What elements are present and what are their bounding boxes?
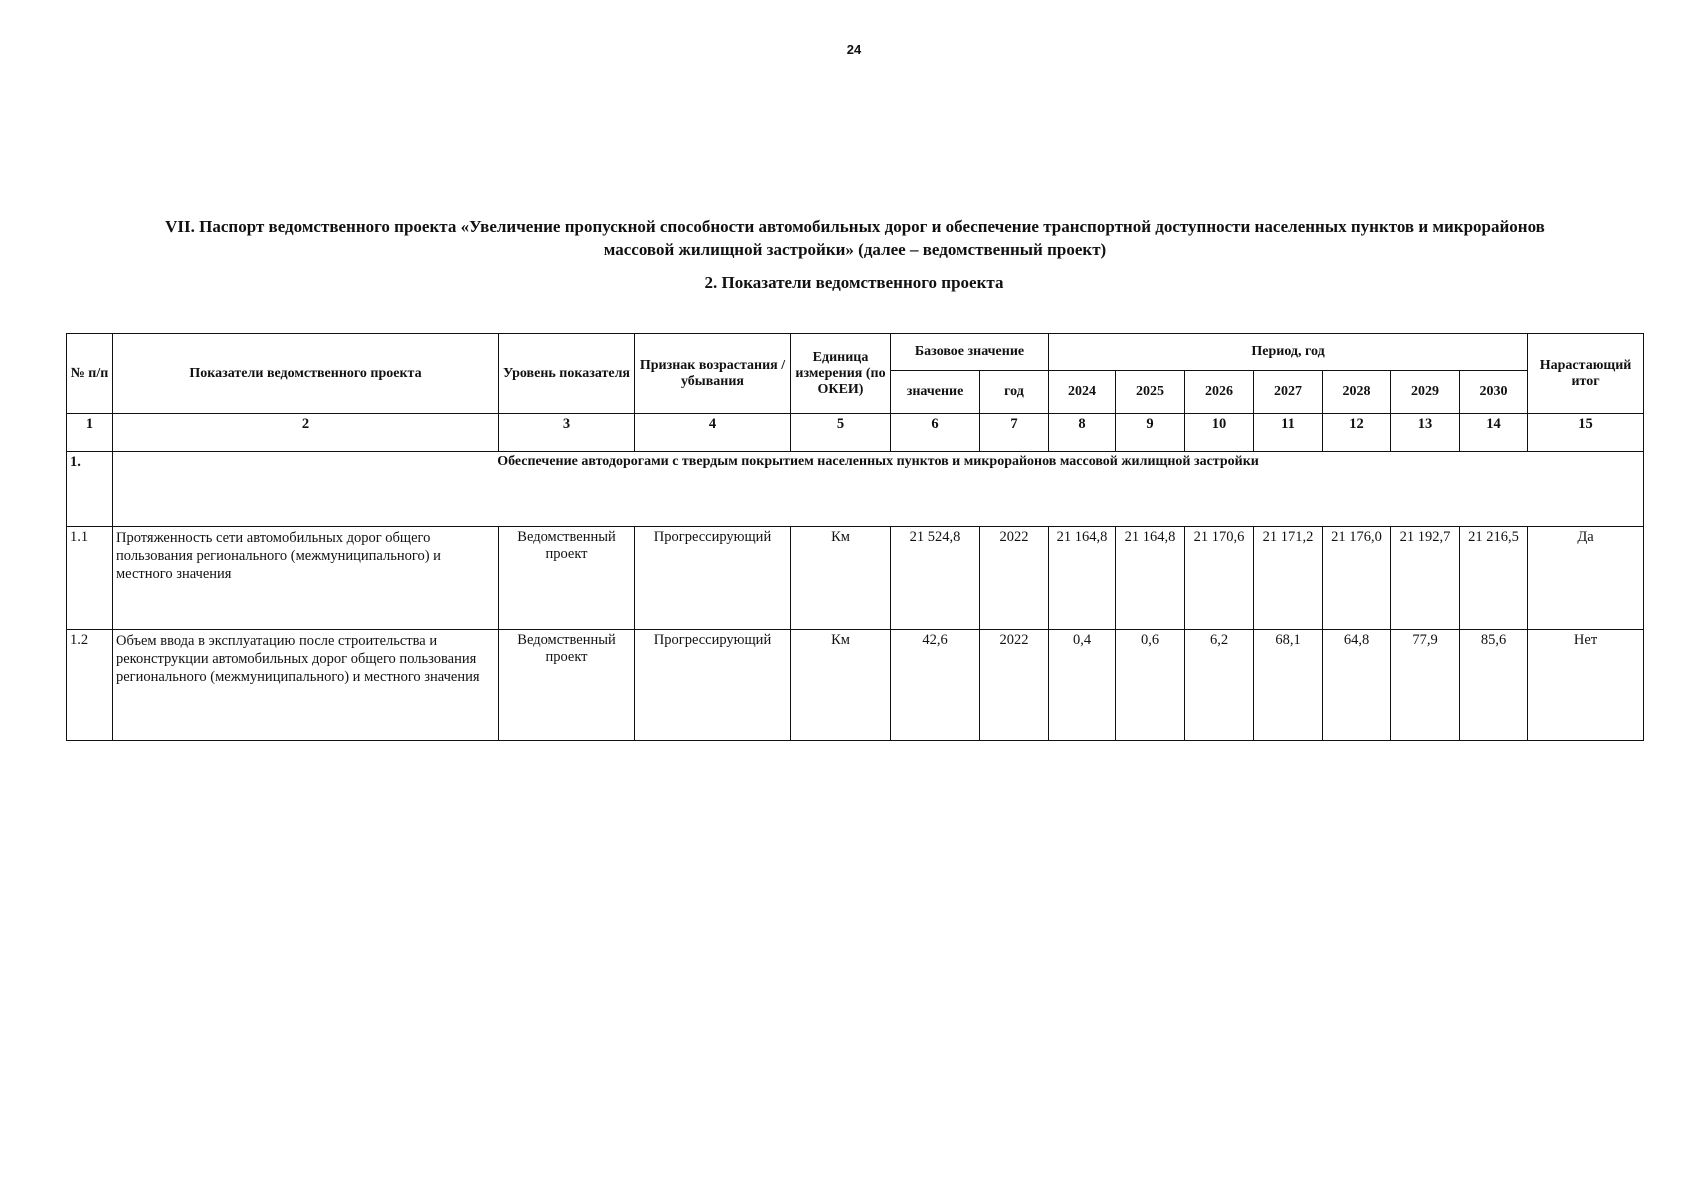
header-sign: Признак возрастания / убывания	[635, 334, 791, 414]
header-cumulative: Нарастающий итог	[1528, 334, 1644, 414]
header-indicator: Показатели ведомственного проекта	[113, 334, 499, 414]
row-year-value: 21 216,5	[1460, 527, 1528, 630]
column-number: 11	[1254, 414, 1323, 452]
column-number: 14	[1460, 414, 1528, 452]
section-row	[67, 452, 1644, 527]
row-year-value: 21 164,8	[1116, 527, 1185, 630]
column-number: 1	[67, 414, 113, 452]
row-base-year: 2022	[980, 630, 1049, 741]
row-level: Ведомственный проект	[499, 630, 635, 741]
column-number: 10	[1185, 414, 1254, 452]
column-number: 5	[791, 414, 891, 452]
row-base-value: 21 524,8	[891, 527, 980, 630]
row-year-value: 21 192,7	[1391, 527, 1460, 630]
column-number: 12	[1323, 414, 1391, 452]
section-subtitle: 2. Показатели ведомственного проекта	[704, 273, 1004, 292]
row-indicator: Объем ввода в эксплуатацию после строительства и реконструкции автомобильных дорог общего пользования регионального (межмуниципального) и местного значения	[113, 630, 499, 741]
page-number: 24	[846, 42, 862, 57]
column-number: 6	[891, 414, 980, 452]
document-title: VII. Паспорт ведомственного проекта «Увеличение пропускной способности автомобильных дорог и обеспечение транспортной доступности населенных пунктов и микрорайонов массовой жилищной застройки» (далее – ведомственный проект)	[165, 217, 1545, 259]
row-number: 1.1	[67, 527, 113, 630]
row-number: 1.2	[67, 630, 113, 741]
section-number: 1.	[67, 452, 113, 527]
row-year-value: 68,1	[1254, 630, 1323, 741]
table-row	[67, 527, 1644, 630]
column-number: 13	[1391, 414, 1460, 452]
row-base-year: 2022	[980, 527, 1049, 630]
row-year-value: 21 171,2	[1254, 527, 1323, 630]
column-number: 2	[113, 414, 499, 452]
row-year-value: 21 170,6	[1185, 527, 1254, 630]
row-level: Ведомственный проект	[499, 527, 635, 630]
row-cumulative: Да	[1528, 527, 1644, 630]
header-base-value: значение	[891, 371, 980, 414]
column-number: 4	[635, 414, 791, 452]
header-year: 2027	[1254, 371, 1323, 414]
header-unit: Единица измерения (по ОКЕИ)	[791, 334, 891, 414]
header-base-group: Базовое значение	[891, 334, 1049, 371]
row-cumulative: Нет	[1528, 630, 1644, 741]
header-year: 2030	[1460, 371, 1528, 414]
header-level: Уровень показателя	[499, 334, 635, 414]
row-year-value: 0,6	[1116, 630, 1185, 741]
row-year-value: 64,8	[1323, 630, 1391, 741]
header-year: 2028	[1323, 371, 1391, 414]
section-title: Обеспечение автодорогами с твердым покрытием населенных пунктов и микрорайонов массовой жилищной застройки	[113, 452, 1644, 527]
column-number: 15	[1528, 414, 1644, 452]
row-unit: Км	[791, 630, 891, 741]
table-row	[67, 630, 1644, 741]
row-year-value: 0,4	[1049, 630, 1116, 741]
row-year-value: 6,2	[1185, 630, 1254, 741]
header-year: 2029	[1391, 371, 1460, 414]
header-row-1	[67, 334, 1644, 371]
column-number-row	[67, 414, 1644, 452]
row-indicator: Протяженность сети автомобильных дорог общего пользования регионального (межмуниципального) и местного значения	[113, 527, 499, 630]
row-base-value: 42,6	[891, 630, 980, 741]
row-sign: Прогрессирующий	[635, 527, 791, 630]
row-year-value: 77,9	[1391, 630, 1460, 741]
row-year-value: 21 176,0	[1323, 527, 1391, 630]
row-year-value: 21 164,8	[1049, 527, 1116, 630]
header-year: 2025	[1116, 371, 1185, 414]
column-number: 3	[499, 414, 635, 452]
indicators-table	[66, 333, 1644, 741]
column-number: 7	[980, 414, 1049, 452]
header-base-year: год	[980, 371, 1049, 414]
row-year-value: 85,6	[1460, 630, 1528, 741]
row-unit: Км	[791, 527, 891, 630]
column-number: 9	[1116, 414, 1185, 452]
header-num: № п/п	[67, 334, 113, 414]
row-sign: Прогрессирующий	[635, 630, 791, 741]
header-year: 2026	[1185, 371, 1254, 414]
column-number: 8	[1049, 414, 1116, 452]
header-period-group: Период, год	[1049, 334, 1528, 371]
header-year: 2024	[1049, 371, 1116, 414]
